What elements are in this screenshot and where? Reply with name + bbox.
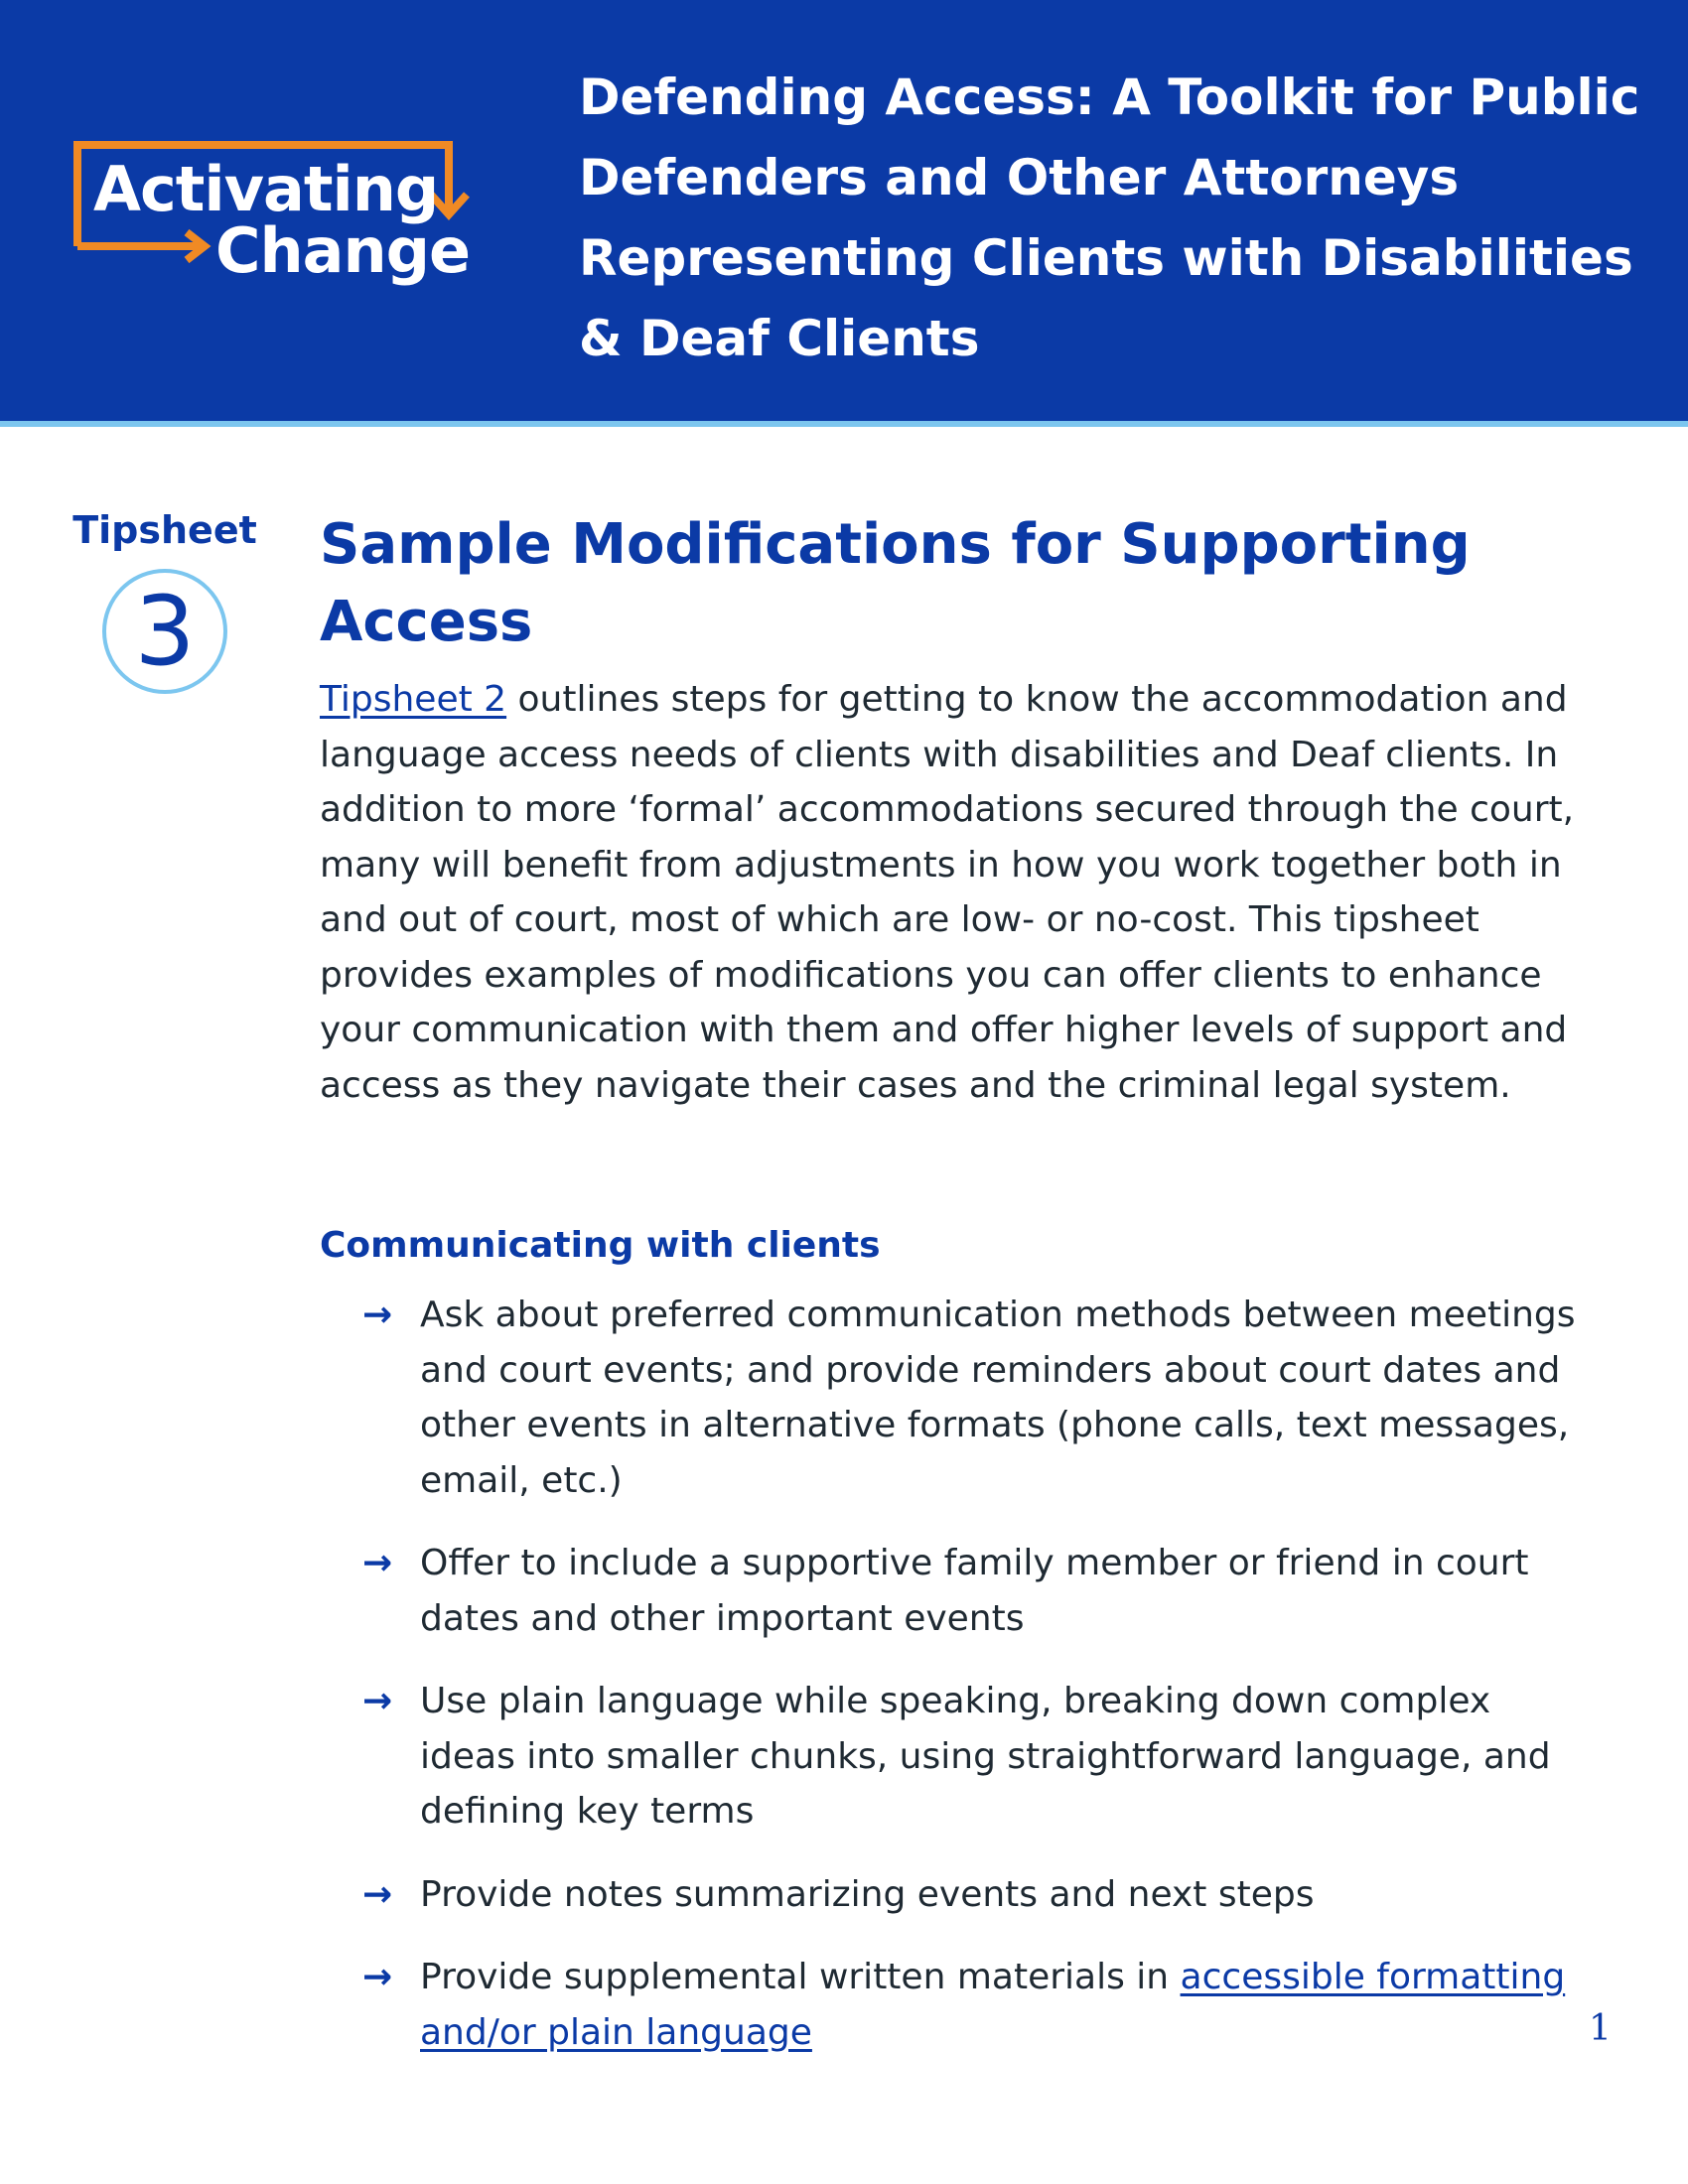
- list-item-text: Provide notes summarizing events and next steps: [420, 1873, 1315, 1915]
- list-item: [362, 1288, 1594, 1508]
- activating-change-logo: [71, 139, 489, 288]
- list-item-text: Ask about preferred communication methods between meetings and court events; and provide reminders about court dates and other events in alternative formats (phone calls, text messages, email, etc.): [420, 1295, 1576, 1501]
- list-item: [362, 1674, 1594, 1840]
- list-item-text: Offer to include a supportive family member or friend in court dates and other important events: [420, 1543, 1529, 1639]
- list-item: [362, 1536, 1594, 1646]
- page-title: Sample Modifications for Supporting Access: [320, 512, 1471, 654]
- section-heading: Communicating with clients: [320, 1225, 881, 1266]
- arrow-right-icon: →: [362, 1957, 393, 1997]
- page-number: 1: [1589, 2008, 1612, 2049]
- list-item: [362, 1867, 1594, 1923]
- list-item-text: Provide supplemental written materials in: [420, 1957, 1181, 1997]
- bullet-list: [362, 1288, 1594, 2088]
- toolkit-title: Defending Access: A Toolkit for Public Defenders and Other Attorneys Representing Clients with Disabilities & Deaf Clients: [579, 68, 1640, 367]
- logo-word-change: Change: [215, 214, 471, 287]
- logo-word-activating: Activating: [93, 153, 439, 225]
- arrow-right-icon: →: [362, 1681, 393, 1721]
- accessible-formatting-link[interactable]: accessible formatting and/or plain language: [420, 1957, 1566, 2053]
- intro-text: outlines steps for getting to know the accommodation and language access needs of clients with disabilities and Deaf clients. In addition to more ‘formal’ accommodations secured through the court, many will benefit from adjustments in how you work together both in and out of court, most of which are low- or no-cost. This tipsheet provides examples of modifications you can offer clients to enhance your communication with them and offer higher levels of support and access as they navigate their cases and the criminal legal system.: [320, 679, 1575, 1106]
- toolkit-header: [0, 0, 1688, 427]
- arrow-right-icon: →: [362, 1295, 393, 1335]
- arrow-right-icon: →: [362, 1543, 393, 1583]
- tipsheet-2-link[interactable]: Tipsheet 2: [320, 679, 507, 720]
- tipsheet-badge: [70, 508, 260, 694]
- tipsheet-label: Tipsheet: [72, 508, 257, 552]
- list-item: [362, 1950, 1594, 2060]
- arrow-right-icon: →: [362, 1873, 393, 1915]
- intro-paragraph: [320, 672, 1591, 1113]
- tipsheet-number: 3: [102, 569, 227, 694]
- list-item-text: Use plain language while speaking, breaking down complex ideas into smaller chunks, using straightforward language, and defining key terms: [420, 1681, 1551, 1832]
